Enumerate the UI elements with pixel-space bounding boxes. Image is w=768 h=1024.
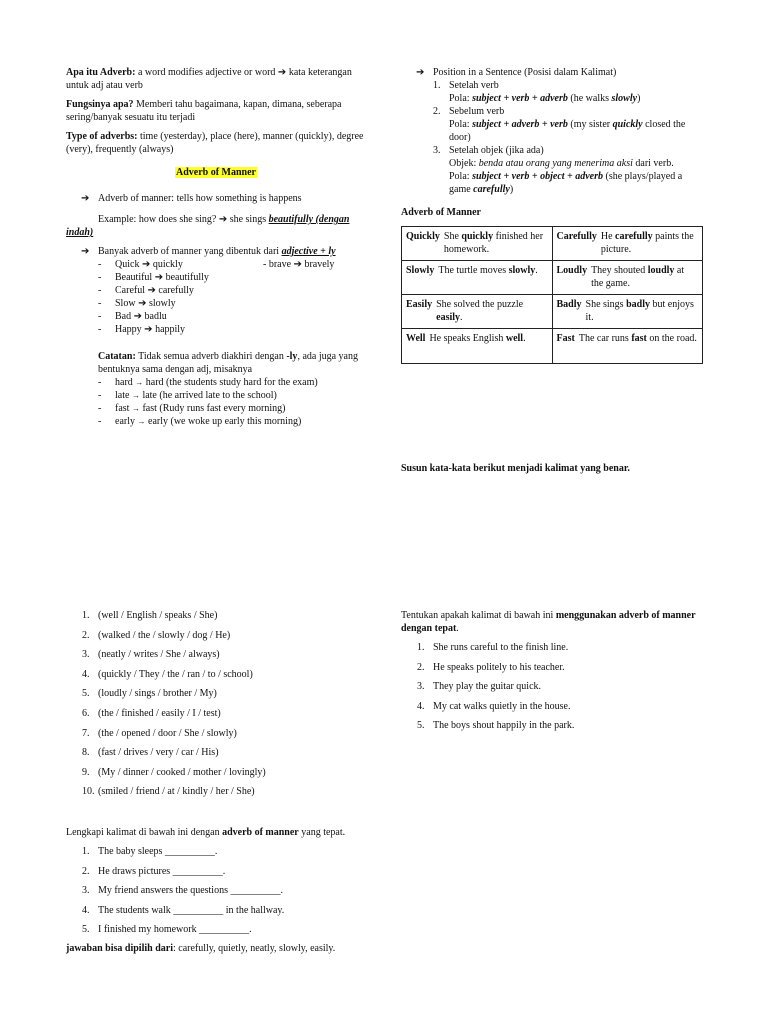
list-item: 5. The boys shout happily in the park. (417, 720, 575, 732)
same-form-list (66, 376, 366, 428)
list-item: 7. (the / opened / door / She / slowly) (82, 727, 237, 739)
arrow-icon: ➔ (138, 298, 147, 309)
table-row (402, 295, 703, 329)
position-list (416, 79, 706, 196)
arrow-icon: ➔ (81, 193, 90, 204)
list-item: 5. I finished my homework __________. (82, 924, 252, 936)
table-cell: Quickly She quickly finished her homework. (402, 227, 553, 261)
list-item: - late → late (he arrived late to the school) (98, 390, 277, 401)
arrow-icon: ➔ (81, 246, 90, 257)
manner-definition: ➔ Adverb of manner: tells how something is happens (81, 193, 302, 204)
list-item: 2. He speaks politely to his teacher. (417, 661, 565, 673)
table-cell: Easily She solved the puzzle easily. (402, 295, 553, 329)
table-row (402, 329, 703, 364)
list-item: 9. (My / dinner / cooked / mother / lovingly) (82, 766, 266, 778)
list-item: 5. (loudly / sings / brother / My) (82, 688, 217, 700)
list-item: 2. (walked / the / slowly / dog / He) (82, 629, 231, 641)
list-item: 4. My cat walks quietly in the house. (417, 700, 571, 712)
arrow-icon: ➔ (293, 259, 302, 270)
adjective-pairs (66, 258, 366, 336)
arrange-list (82, 609, 382, 805)
list-item: - Bad ➔ badlu (98, 311, 167, 322)
table-title: Adverb of Manner (401, 207, 481, 218)
list-item: - Happy ➔ happily (98, 324, 186, 335)
table-cell: Slowly The turtle moves slowly. (402, 261, 553, 295)
determine-instruction: Tentukan apakah kalimat di bawah ini menggunakan adverb of manner dengan tepat. (401, 610, 696, 634)
type-of-adverbs: Type of adverbs: time (yesterday), place (here), manner (quickly), degree (very), frequently (always) (66, 131, 364, 155)
list-item: - Slow ➔ slowly (98, 298, 176, 309)
table-cell: Badly She sings badly but enjoys it. (552, 295, 703, 329)
list-item: 2. Sebelum verb Pola: subject + adverb + verb (my sister quickly closed the door) (433, 106, 686, 143)
list-item: - Careful ➔ carefully (98, 285, 194, 296)
list-item: 3. Setelah objek (jika ada) Objek: benda atau orang yang menerima aksi dari verb. Pola: subject + verb + object + adverb (she plays/played a game carefully) (433, 145, 683, 195)
table-cell: Carefully He carefully paints the picture. (552, 227, 703, 261)
list-item: 2. He draws pictures __________. (82, 865, 226, 877)
list-item: 3. (neatly / writes / She / always) (82, 649, 220, 661)
example-line: Example: how does she sing? ➔ she sings beautifully (dengan indah) (66, 214, 350, 238)
table-cell: Fast The car runs fast on the road. (552, 329, 703, 364)
arrow-icon: → (135, 378, 144, 387)
complete-instruction: Lengkapi kalimat di bawah ini dengan adverb of manner yang tepat. (66, 827, 346, 838)
arrow-icon: ➔ (277, 67, 287, 78)
list-item: - Beautiful ➔ beautifully (98, 272, 209, 283)
list-item: 10. (smiled / friend / at / kindly / her / She) (82, 786, 255, 798)
arrow-icon: ➔ (133, 311, 142, 322)
arrow-icon: ➔ (144, 324, 153, 335)
list-item: 6. (the / finished / easily / I / test) (82, 707, 221, 719)
table-row (402, 261, 703, 295)
arrow-icon: → (131, 391, 140, 400)
heading-adverb-of-manner: Adverb of Manner (176, 167, 256, 178)
arrow-icon: → (137, 417, 146, 426)
banyak-adverb: ➔ Banyak adverb of manner yang dibentuk dari adjective + ly (81, 246, 336, 257)
arrow-icon: ➔ (154, 272, 164, 283)
adverb-table (401, 226, 703, 364)
left-top-column (66, 66, 366, 428)
list-item: 1. She runs careful to the finish line. (417, 642, 569, 653)
determine-list (401, 641, 706, 732)
list-item: - hard → hard (the students study hard for the exam) (98, 377, 318, 388)
arrow-icon: ➔ (416, 67, 425, 78)
apa-itu-adverb: Apa itu Adverb: a word modifies adjective or word ➔ kata keterangan untuk adj atau verb (66, 67, 352, 91)
list-item: 4. The students walk __________ in the hallway. (82, 904, 285, 916)
list-item: 4. (quickly / They / the / ran / to / school) (82, 668, 253, 680)
position-section (416, 66, 706, 196)
list-item: 8. (fast / drives / very / car / His) (82, 747, 219, 759)
catatan: Catatan: Tidak semua adverb diakhiri dengan -ly, ada juga yang bentuknya sama dengan adj, misaknya (98, 351, 358, 375)
list-item: - fast → fast (Rudy runs fast every morning) (98, 403, 286, 414)
complete-list (66, 845, 386, 936)
list-item: 3. My friend answers the questions __________. (82, 885, 283, 897)
table-row (402, 227, 703, 261)
list-item: - early → early (we woke up early this morning) (98, 416, 302, 427)
arrow-icon: ➔ (218, 214, 228, 225)
list-item: 3. They play the guitar quick. (417, 681, 542, 693)
table-cell: Loudly They shouted loudly at the game. (552, 261, 703, 295)
table-cell: Well He speaks English well. (402, 329, 553, 364)
list-item: 1. (well / English / speaks / She) (82, 610, 218, 621)
arrow-icon: → (131, 404, 140, 413)
list-item: - Quick ➔ quickly (98, 259, 183, 270)
determine-section (401, 609, 706, 739)
answer-choices: jawaban bisa dipilih dari: carefully, quietly, neatly, slowly, easily. (66, 942, 336, 954)
susun-instruction: Susun kata-kata berikut menjadi kalimat yang benar. (401, 463, 630, 474)
fungsinya: Fungsinya apa? Memberi tahu bagaimana, kapan, dimana, seberapa sering/banyak sesuatu itu terjadi (66, 99, 342, 123)
arrow-icon: ➔ (147, 285, 156, 296)
list-item: 1. The baby sleeps __________. (82, 846, 218, 857)
complete-section (66, 826, 386, 955)
extra-pair: - brave ➔ bravely (263, 259, 335, 270)
list-item: 1. Setelah verb Pola: subject + verb + adverb (he walks slowly) (433, 80, 641, 104)
arrow-icon: ➔ (141, 259, 151, 270)
position-title: ➔ Position in a Sentence (Posisi dalam Kalimat) (416, 67, 617, 78)
